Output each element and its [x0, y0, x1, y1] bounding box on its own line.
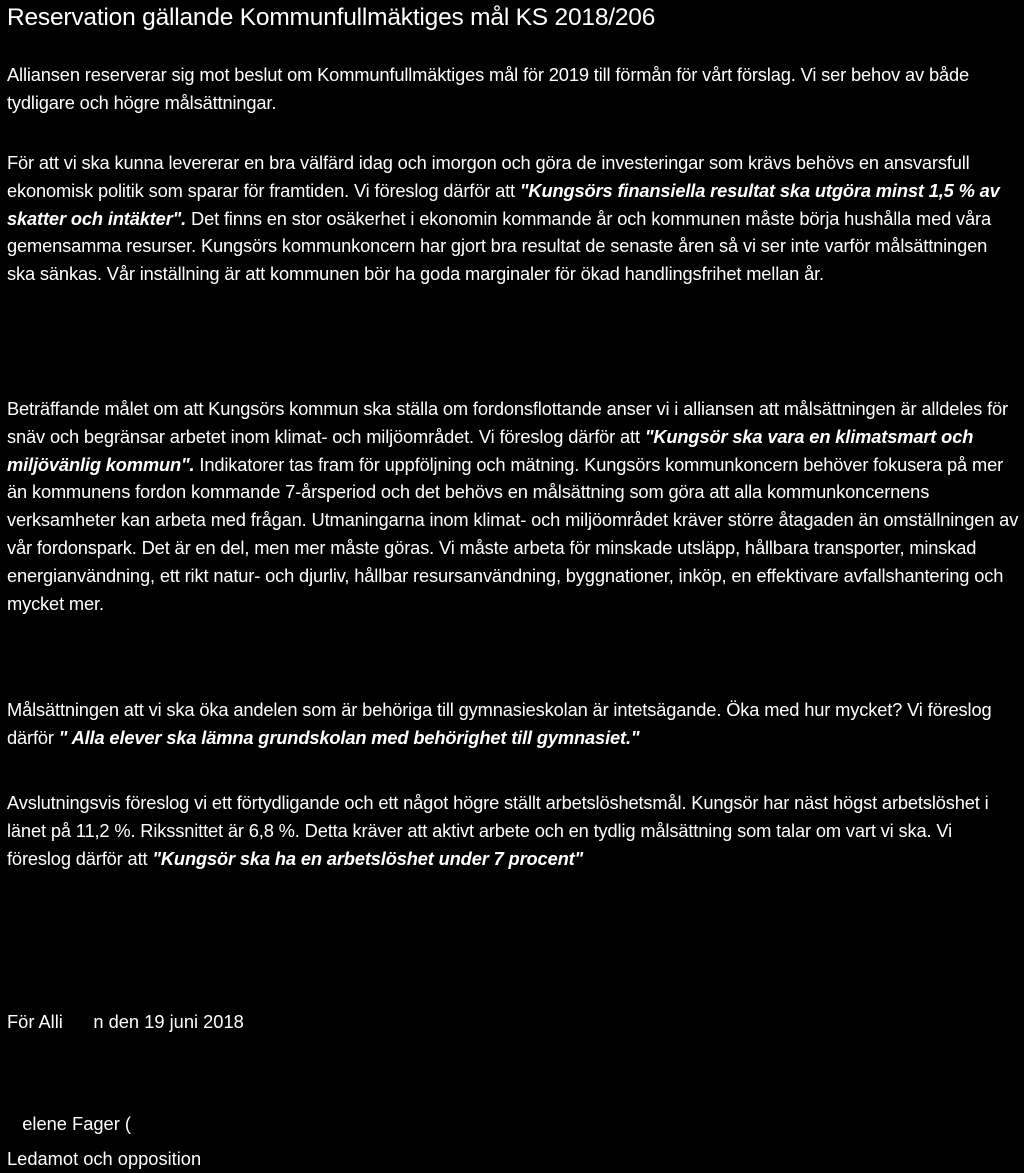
- paragraph-3: [7, 395, 1019, 617]
- paragraph-3-text-a: Beträffande målet om att Kungsörs kommun ska ställa om fordonsflottande anser vi i alliansen att målsättningen är alldeles för snäv och begränsar arbetet inom klimat- och miljöområdet. Vi föreslog därför att: [7, 398, 1008, 447]
- signature-role: Ledamot och opposition: [7, 1148, 202, 1169]
- document-title: Reservation gällande Kommunfullmäktiges mål KS 2018/206: [7, 4, 656, 31]
- paragraph-2-text-a: För att vi ska kunna levererar en bra välfärd idag och imorgon och göra de investeringar som krävs behövs en ansvarsfull ekonomisk politik som sparar för framtiden. Vi föreslog därför att: [7, 152, 970, 201]
- paragraph-2-proposal: "Kungsörs finansiella resultat ska utgöra minst 1,5 % av skatter och intäkter".: [7, 179, 1000, 229]
- paragraph-4-proposal: " Alla elever ska lämna grundskolan med behörighet till gymnasiet.": [58, 726, 640, 748]
- signature-name: elene Fager (: [7, 1113, 131, 1134]
- paragraph-5-text-a: Avslutningsvis föreslog vi ett förtydligande och ett något högre ställt arbetslöshetsmål. Kungsör har näst högst arbetslöshet i länet på 11,2 %. Rikssnittet är 6,8 %. Detta kräver att aktivt arbete och en tydlig målsättning som talar om vart vi ska. Vi föreslog därför att: [7, 792, 989, 869]
- paragraph-5-proposal: "Kungsör ska ha en arbetslöshet under 7 procent": [152, 847, 584, 869]
- paragraph-3-proposal: "Kungsör ska vara en klimatsmart och miljövänlig kommun".: [7, 425, 974, 475]
- paragraph-1: [7, 61, 1019, 117]
- paragraph-1-text: Alliansen reserverar sig mot beslut om Kommunfullmäktiges mål för 2019 till förmån för vårt förslag. Vi ser behov av både tydligare och högre målsättningar.: [7, 64, 970, 113]
- paragraph-2-text-b: Det finns en stor osäkerhet i ekonomin kommande år och kommunen måste börja hushålla med våra gemensamma resurser. Kungsörs kommunkoncern har gjort bra resultat de senaste åren så vi ser inte varför målsättningen ska sänkas. Vår inställning är att kommunen bör ha goda marginaler för ökad handlingsfrihet mellan år.: [7, 207, 992, 285]
- closing-line: För Alli n den 19 juni 2018: [7, 1011, 244, 1032]
- paragraph-2: [7, 149, 1019, 288]
- paragraph-5: [7, 789, 1019, 872]
- paragraph-3-text-b: Indikatorer tas fram för uppföljning och mätning. Kungsörs kommunkoncern behöver fokusera på mer än kommunens fordon kommande 7-årsperiod och det behövs en målsättning som göra att alla kommunkoncernens verksamheter kan arbeta med frågan. Utmaningarna inom klimat- och miljöområdet kräver större åtagaden än omställningen av vår fordonspark. Det är en del, men mer måste göras. Vi måste arbeta för minskade utsläpp, hållbara transporter, minskad energianvändning, ett rikt natur- och djurliv, hållbar resursanvändning, byggnationer, inköp, en effektivare avfallshantering och mycket mer.: [7, 453, 1019, 614]
- paragraph-4-text-a: Målsättningen att vi ska öka andelen som är behöriga till gymnasieskolan är intetsägande. Öka med hur mycket? Vi föreslog därför: [7, 699, 992, 748]
- paragraph-4: [7, 696, 1019, 752]
